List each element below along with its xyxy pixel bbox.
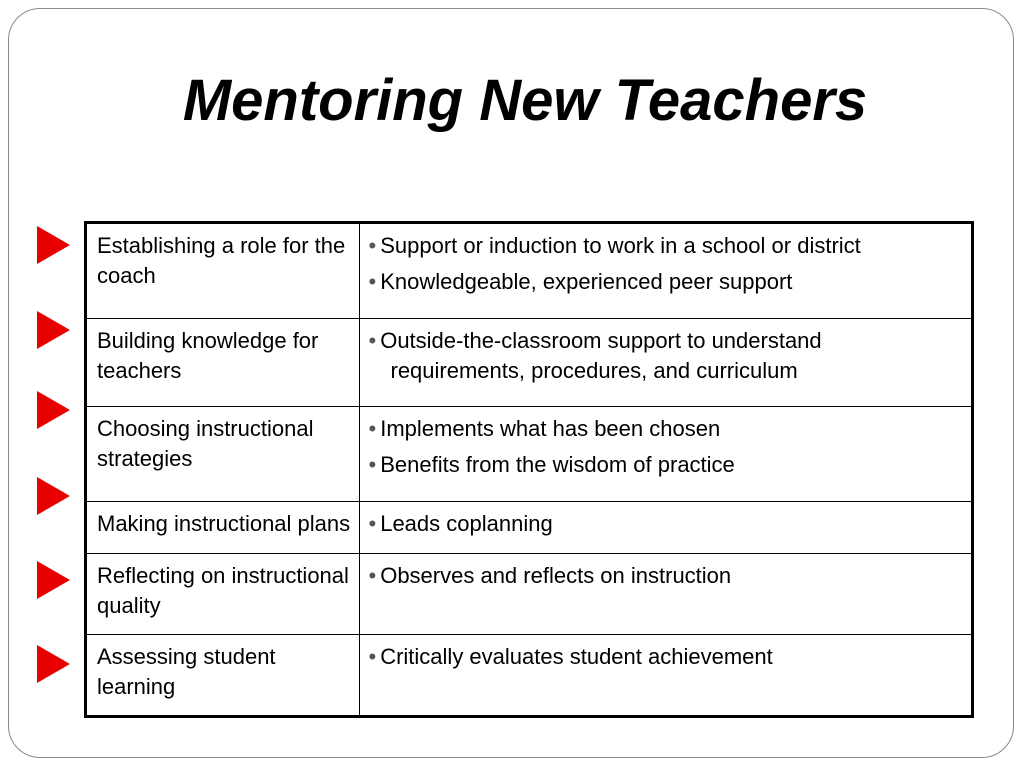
point-text: Critically evaluates student achievement [380, 644, 773, 670]
slide-title: Mentoring New Teachers [182, 68, 868, 133]
table-row [87, 406, 971, 501]
description-cell [359, 554, 971, 635]
point-text: Knowledgeable, experienced peer support [380, 269, 793, 294]
table-row [87, 635, 971, 715]
bullet-dot-icon: • [368, 644, 377, 670]
mentoring-table-grid [87, 224, 971, 715]
red-arrow-icon [37, 645, 70, 683]
list-item [369, 561, 966, 591]
role-cell: Establishing a role for the coach [87, 224, 359, 319]
point-continuation: requirements, procedures, and curriculum [390, 358, 798, 383]
bullet-dot-icon: • [368, 415, 377, 441]
list-item [369, 450, 966, 480]
bullet-dot-icon: • [368, 563, 377, 589]
bullet-dot-icon: • [368, 233, 377, 258]
description-cell [359, 224, 971, 319]
point-text: Benefits from the wisdom of practice [380, 451, 735, 477]
point-text: Support or induction to work in a school or district [380, 233, 861, 258]
list-item [369, 509, 966, 539]
bullet-dot-icon: • [368, 269, 377, 294]
point-text: Observes and reflects on instruction [380, 563, 732, 589]
description-cell [359, 319, 971, 407]
list-item [369, 326, 966, 386]
list-item [369, 231, 966, 261]
bullet-dot-icon: • [368, 328, 377, 353]
description-cell [359, 406, 971, 501]
role-cell: Reflecting on instructional quality [87, 554, 359, 635]
point-text: Implements what has been chosen [380, 415, 721, 441]
point-text: Leads coplanning [380, 511, 553, 537]
description-cell [359, 635, 971, 715]
bullet-dot-icon: • [368, 451, 377, 477]
point-text: Outside-the-classroom support to understand [380, 328, 822, 353]
role-cell: Building knowledge for teachers [87, 319, 359, 407]
mentoring-table [84, 221, 974, 718]
red-arrow-icon [37, 561, 70, 599]
red-arrow-icon [37, 477, 70, 515]
list-item [369, 642, 966, 672]
table-row [87, 502, 971, 554]
role-cell: Choosing instructional strategies [87, 406, 359, 501]
table-row [87, 319, 971, 407]
red-arrow-icon [37, 311, 70, 349]
list-item [369, 267, 966, 297]
role-cell: Assessing student learning [87, 635, 359, 715]
bullet-dot-icon: • [368, 511, 377, 537]
role-cell: Making instructional plans [87, 502, 359, 554]
table-row [87, 224, 971, 319]
list-item [369, 414, 966, 444]
table-row [87, 554, 971, 635]
row-markers [37, 223, 73, 719]
red-arrow-icon [37, 226, 70, 264]
description-cell [359, 502, 971, 554]
red-arrow-icon [37, 391, 70, 429]
